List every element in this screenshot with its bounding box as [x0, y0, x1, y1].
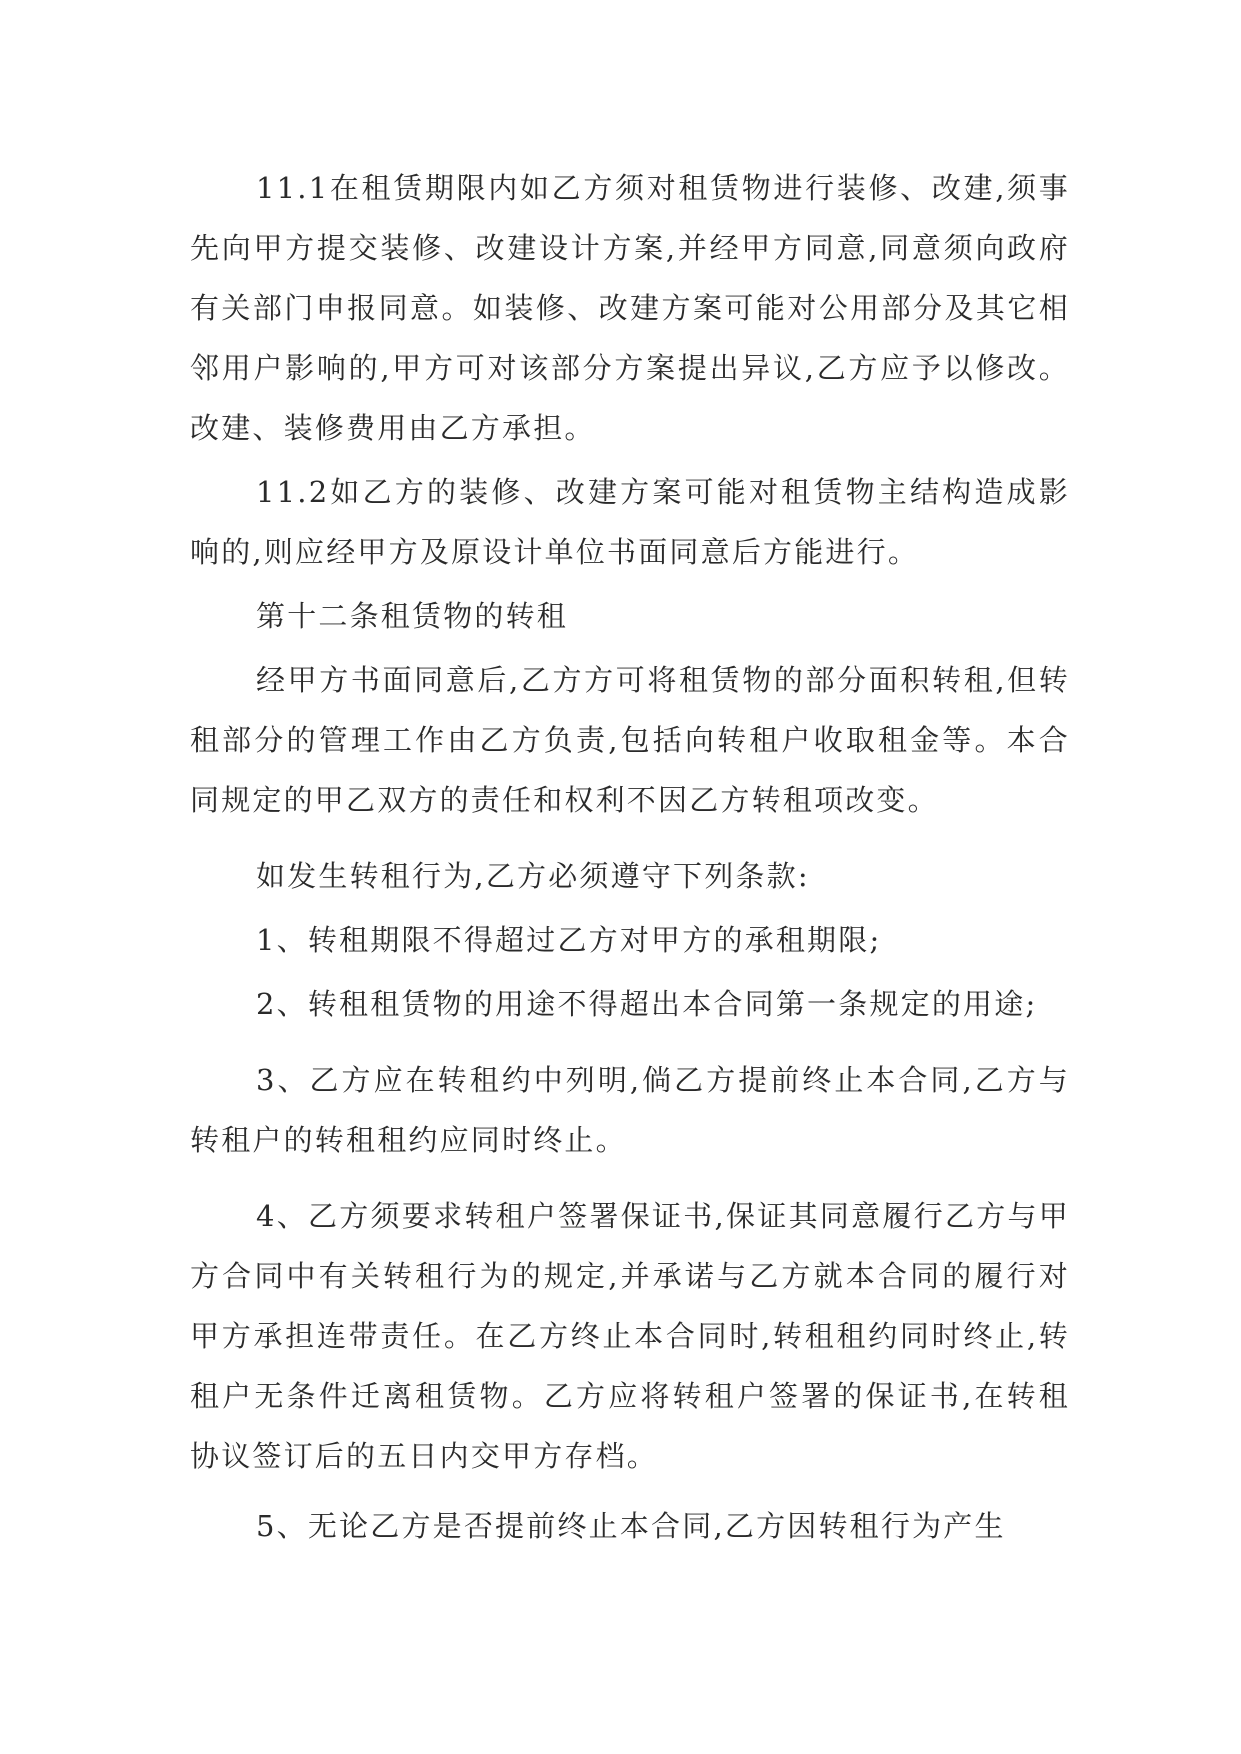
list-item-4: 4、乙方须要求转租户签署保证书,保证其同意履行乙方与甲方合同中有关转租行为的规定,并承诺与乙方就本合同的履行对甲方承担连带责任。在乙方终止本合同时,转租租约同时终止,转租户无条件迁离租赁物。乙方应将转租户签署的保证书,在转租协议签订后的五日内交甲方存档。 [190, 1199, 1070, 1473]
list-item-2: 2、转租租赁物的用途不得超出本合同第一条规定的用途; [256, 987, 1038, 1021]
paragraph-sublease-terms-intro: 如发生转租行为,乙方必须遵守下列条款: [256, 859, 810, 893]
list-item-5: 5、无论乙方是否提前终止本合同,乙方因转租行为产生 [256, 1509, 1006, 1543]
document-body [190, 158, 1070, 1556]
paragraph-11-1: 11.1在租赁期限内如乙方须对租赁物进行装修、改建,须事先向甲方提交装修、改建设计方案,并经甲方同意,同意须向政府有关部门申报同意。如装修、改建方案可能对公用部分及其它相邻用户影响的,甲方可对该部分方案提出异议,乙方应予以修改。改建、装修费用由乙方承担。 [190, 171, 1070, 445]
list-item-1: 1、转租期限不得超过乙方对甲方的承租期限; [256, 923, 882, 957]
paragraph-11-2: 11.2如乙方的装修、改建方案可能对租赁物主结构造成影响的,则应经甲方及原设计单位书面同意后方能进行。 [190, 475, 1070, 569]
paragraph-sublease-consent: 经甲方书面同意后,乙方方可将租赁物的部分面积转租,但转租部分的管理工作由乙方负责,包括向转租户收取租金等。本合同规定的甲乙双方的责任和权利不因乙方转租项改变。 [190, 663, 1070, 817]
section-heading-12: 第十二条租赁物的转租 [256, 599, 569, 633]
list-item-3: 3、乙方应在转租约中列明,倘乙方提前终止本合同,乙方与转租户的转租租约应同时终止。 [190, 1063, 1070, 1157]
